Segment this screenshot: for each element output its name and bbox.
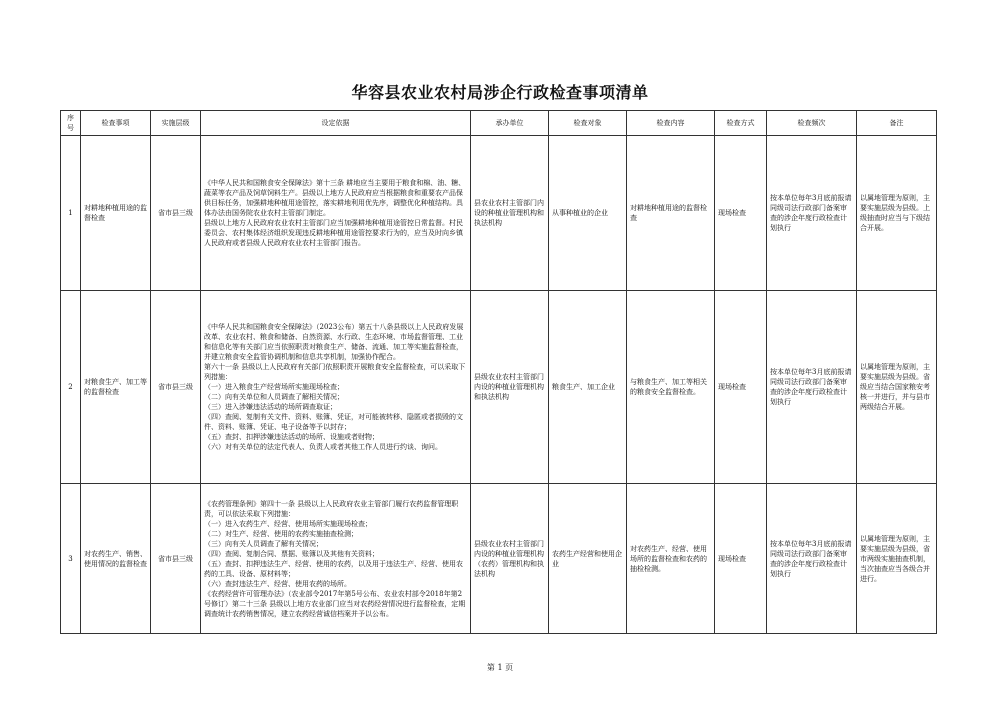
row-method: 现场检查: [715, 136, 767, 291]
basis-paragraph: （三）进入涉嫌违法活动的场所调查取证；: [204, 403, 337, 411]
table-row: [61, 291, 937, 484]
row-item: 对耕地种植用途的监督检查: [81, 136, 151, 291]
basis-paragraph: （三）向有关人员调查了解有关情况；: [204, 539, 323, 548]
basis-paragraph: （六）查封违法生产、经营、使用农药的场所。: [204, 579, 351, 588]
basis-paragraph: （一）进入农药生产、经营、使用场所实施现场检查；: [204, 519, 372, 528]
basis-paragraph: 《农药管理条例》第四十一条 县级以上人民政府农业主管部门履行农药监督管理职责，可以依法采取下列措施：: [204, 499, 459, 518]
row-basis: [201, 484, 471, 634]
header-cell-frequency: 检查频次: [767, 111, 857, 136]
table-row: [61, 136, 937, 291]
row-frequency: 按本单位每年3月底前报请同级司法行政部门备案审查的涉企年度行政检查计划执行: [767, 484, 857, 634]
basis-paragraph: （一）进入粮食生产经营场所实施现场检查；: [204, 383, 344, 391]
row-no: 3: [61, 484, 81, 634]
row-remark: 以属地管理为原则，主要实施层级为县级。上级抽查时应当与下级结合开展。: [857, 136, 937, 291]
header-cell-content: 检查内容: [627, 111, 715, 136]
row-basis: [201, 291, 471, 484]
basis-paragraph: （四）查阅、复制有关文件、资料、账簿、凭证，对可能被转移、隐匿或者损毁的文件、资料、账簿、凭证、电子设备等予以封存；: [204, 413, 463, 431]
row-content: 对农药生产、经营、使用场所的监督检查和农药的抽检检测。: [627, 484, 715, 634]
row-item: 对粮食生产、加工等的监督检查: [81, 291, 151, 484]
row-method: 现场检查: [715, 291, 767, 484]
page-title: 华容县农业农村局涉企行政检查事项清单: [351, 83, 649, 102]
row-level: 省市县三级: [151, 484, 201, 634]
row-unit: 县级农业农村主管部门内设的种植业管理机构和执法机构: [471, 291, 549, 484]
header-cell-unit: 承办单位: [471, 111, 549, 136]
row-frequency: 按本单位每年3月底前报请同级司法行政部门备案审查的涉企年度行政检查计划执行: [767, 136, 857, 291]
row-level: 省市县三级: [151, 136, 201, 291]
row-content: 与粮食生产、加工等相关的粮食安全监督检查。: [627, 291, 715, 484]
header-cell-basis: 设定依据: [201, 111, 471, 136]
table-row: [61, 484, 937, 634]
basis-paragraph: （五）查封、扣押涉嫌违法活动的场所、设施或者财物；: [204, 433, 379, 441]
row-no: 1: [61, 136, 81, 291]
page-number: 第 1 页: [486, 663, 514, 672]
row-unit: 县农业农村主管部门内设的种植业管理机构和执法机构: [471, 136, 549, 291]
basis-paragraph: （六）对有关单位的法定代表人、负责人或者其他工作人员进行约谈、询问。: [204, 443, 442, 451]
header-cell-no: 序号: [61, 111, 81, 136]
basis-paragraph: （二）向有关单位和人员调查了解相关情况；: [204, 393, 344, 401]
row-item: 对农药生产、销售、使用情况的监督检查: [81, 484, 151, 634]
header-cell-target: 检查对象: [549, 111, 627, 136]
row-frequency: 按本单位每年3月底前报请同级司法行政部门备案审查的涉企年度行政检查计划执行: [767, 291, 857, 484]
row-target: 从事种植业的企业: [549, 136, 627, 291]
row-no: 2: [61, 291, 81, 484]
basis-paragraph: （四）查阅、复制合同、票据、账簿以及其他有关资料；: [204, 549, 379, 558]
row-basis: [201, 136, 471, 291]
basis-paragraph: （二）对生产、经营、使用的农药实施抽查检测；: [204, 529, 358, 538]
basis-paragraph: 《农药经营许可管理办法》（农业部令2017年第5号公布、农业农村部令2018年第2号修订）第二十三条 县级以上地方农业部门应当对农药经营情况进行监督检查，定期调查统计农药销售情况，建立农药经营诚信档案并予以公布。: [204, 589, 466, 618]
basis-paragraph: （五）查封、扣押违法生产、经营、使用的农药，以及用于违法生产、经营、使用农药的工具、设备、原材料等；: [204, 559, 463, 578]
row-method: 现场检查: [715, 484, 767, 634]
header-cell-item: 检查事项: [81, 111, 151, 136]
row-content: 对耕地种植用途的监督检查: [627, 136, 715, 291]
row-target: 粮食生产、加工企业: [549, 291, 627, 484]
header-row: [61, 111, 937, 136]
inspection-table: [60, 110, 937, 634]
header-cell-remark: 备注: [857, 111, 937, 136]
basis-paragraph: 县级以上地方人民政府农业农村主管部门应当加强耕地种植用途管控日常监督。村民委员会、农村集体经济组织发现违反耕地种植用途管控要求行为的，应当及时向乡镇人民政府或者县级人民政府农业农村主管部门报告。: [204, 219, 463, 247]
row-remark: 以属地管理为原则，主要实施层级为县级，省市两级实施抽查机制，当次抽查应当各级合并进行。: [857, 484, 937, 634]
row-target: 农药生产经营和使用企业: [549, 484, 627, 634]
basis-paragraph: 《中华人民共和国粮食安全保障法》第十三条 耕地应当主要用于粮食和棉、油、糖、蔬菜等农产品及饲草饲料生产。县级以上地方人民政府应当根据粮食和重要农产品保供目标任务，加强耕地种植用途管控，落实耕地利用优先序，调整优化种植结构。具体办法由国务院农业农村主管部门制定。: [204, 179, 466, 217]
row-unit: 县级农业农村主管部门内设的种植业管理机构（农药）管理机构和执法机构: [471, 484, 549, 634]
basis-paragraph: 《中华人民共和国粮食安全保障法》（2023公布）第五十八条县级以上人民政府发展改革、农业农村、粮食和储备、自然资源、水行政、生态环境、市场监督管理、工业和信息化等有关部门应当依照职责对粮食生产、储备、流通、加工等实施监督检查，并建立粮食安全监管协调机制和信息共享机制，加强协作配合。: [204, 323, 464, 361]
basis-paragraph: 第六十一条 县级以上人民政府有关部门依照职责开展粮食安全监督检查，可以采取下列措施：: [204, 363, 466, 381]
header-cell-level: 实施层级: [151, 111, 201, 136]
row-level: 省市县三级: [151, 291, 201, 484]
header-cell-method: 检查方式: [715, 111, 767, 136]
row-remark: 以属地管理为原则，主要实施层级为县级。省级应当结合国家粮安考核一并进行，并与县市两级结合开展。: [857, 291, 937, 484]
